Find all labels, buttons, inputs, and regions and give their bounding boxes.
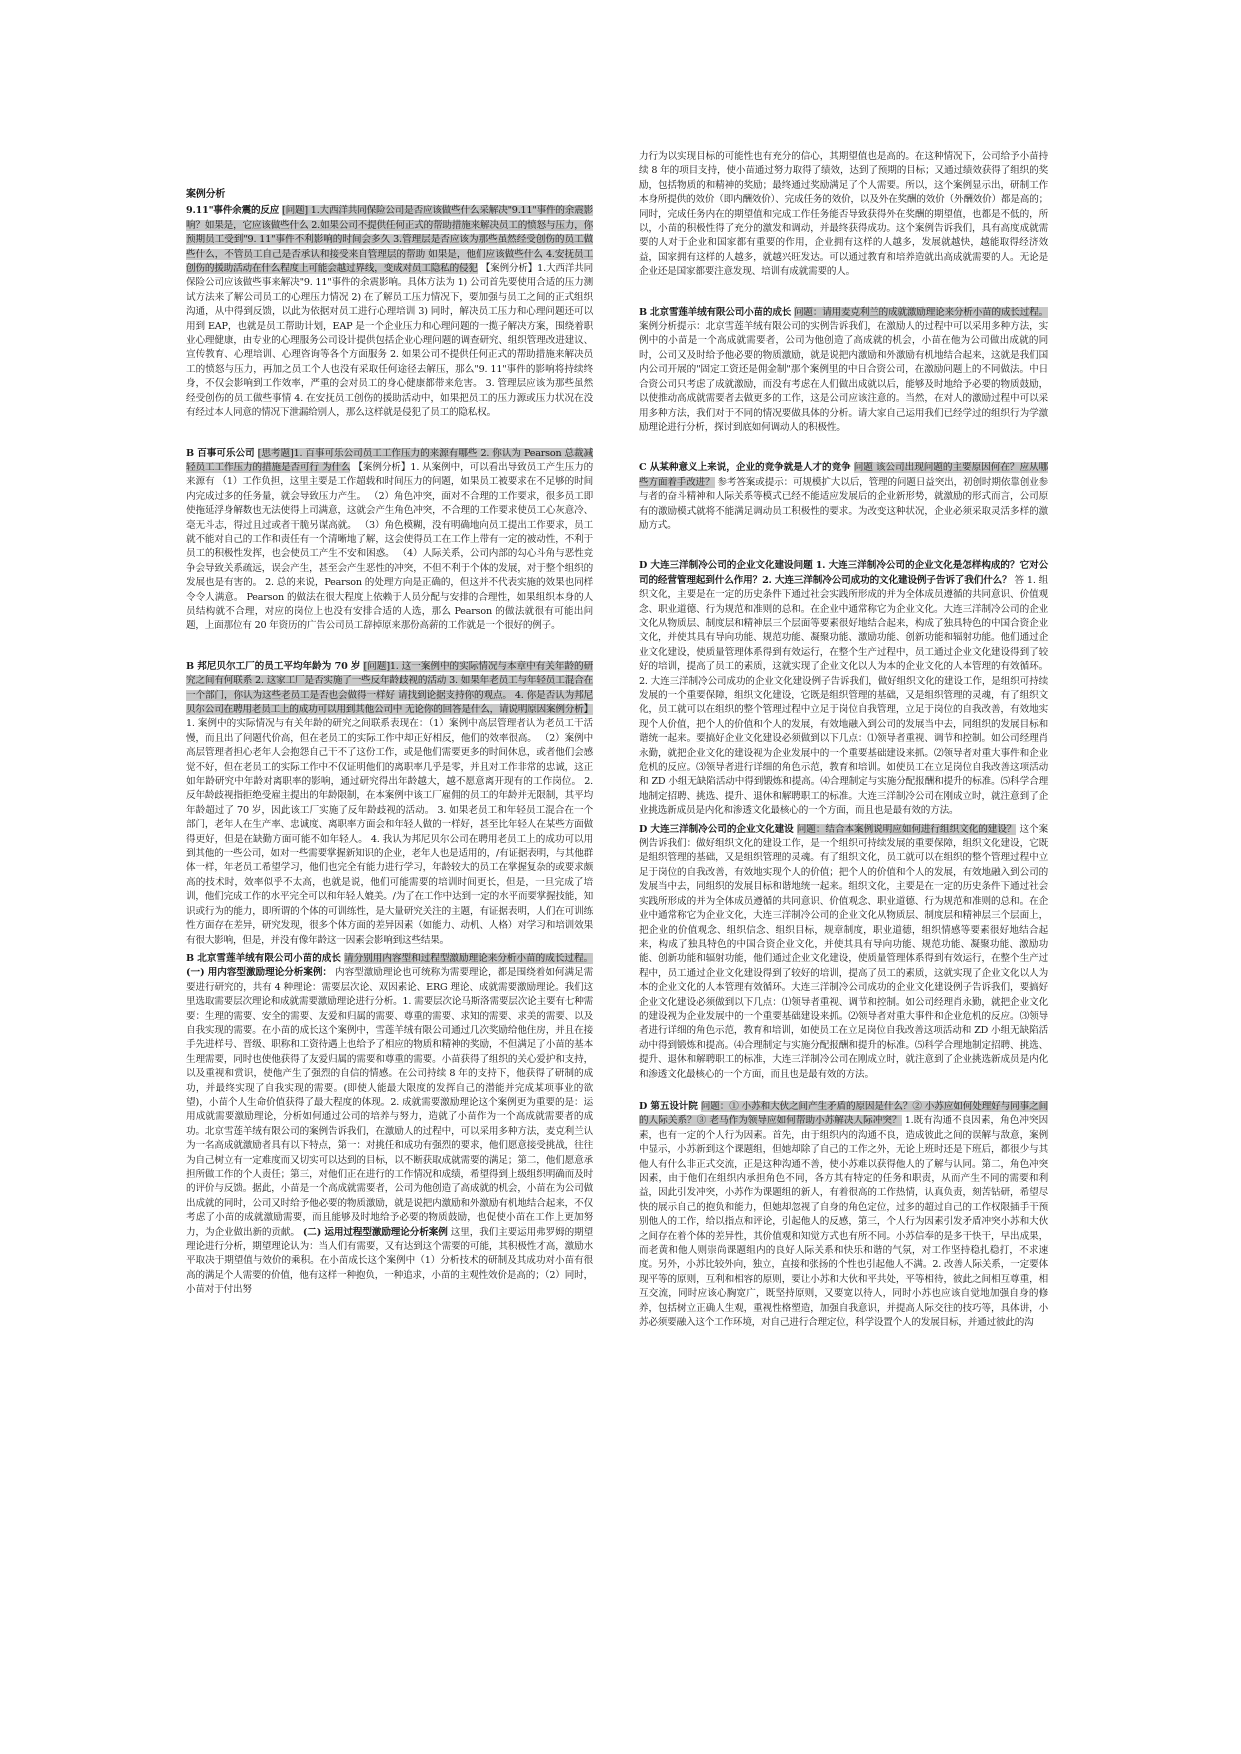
case-answer: 力行为以实现目标的可能性也有充分的信心，其期望值也是高的。在这种情况下，公司给予小苗持续 8 年的项目支持，使小苗通过努力取得了绩效，达到了预期的目标；又通过绩效获得了组织的奖励，包括物质的和精神的奖励；最终通过奖励满足了个人需要。所以，这个案例显示出，研制工作本身所提供的效价（即内酬效价）、完成任务的效价，以及外在奖酬的效价（外酬效价）都是高的；同时，完成任务内在的期望值和完成工作任务能否导致获得外在奖酬的期望值，也都是不低的，所以，小苗的积极性得了充分的激发和调动，并最终获得成功。这个案例告诉我们，具有高度成就需要的人对于企业和国家都有重要的作用，企业拥有这样的人越多，发展就越快，越能取得经济效益，国家拥有这样的人越多，就越兴旺发达。可以通过教育和培养造就出高成就需要的人。无论是企业还是国家都要注意发现、培训有成就需要的人。: [639, 151, 1048, 278]
case-answer: 内容型激励理论也可统称为需要理论，都是围绕着如何满足需要进行研究的，共有 4 种理论：需要层次论、双因素论、ERG 理论、成就需要激励理论。我们这里选取需要层次理论和成就需要激励理论进行分析。1. 需要层次论马斯洛需要层次论主要有七种需要：生理的需要、安全的需要、友爱和归属的需要、尊重的需要、求知的需要、求美的需要、以及自我实现的需要。在小苗的成长这个案例中，雪莲羊绒有限公司通过几次奖励给他住房，并且在接手先进样号、晋级、职称和工资待遇上也给予了相应的物质和精神的奖励，不但满足了小苗的基本生理需要，同时也使他获得了友爱归属的需要和尊重的需要。小苗获得了组织的关心爱护和支持，以及重视和赏识，使他产生了强烈的自信的情感。在公司持续 8 年的支持下，他获得了研制的成功，并最终实现了自我实现的需要。(即使人能最大限度的发挥自己的潜能并完成某项事业的欲望)，小苗个人生命价值获得了最大程度的体现。2. 成就需要激励理论这个案例更为重要的是：运用成就需要激励理论，分析如何通过公司的培养与努力，造就了小苗作为一个高成就需要者的成功。北京雪莲羊绒有限公司的案例告诉我们，在激励人的过程中，可以采用多种方法，麦克利兰认为一名高成就激励者具有以下特点，第一：对挑任和成功有强烈的要求，他们愿意接受挑战，往往为自己树立有一定难度而又切实可以达到的目标，以不断获取成就需要的满足；第二，他们愿意承担所做工作的个人责任；第三，对他们正在进行的工作情况和成绩，希望得到上级组织明确而及时的评价与反馈。据此，小苗是一个高成就需要者，公司为他创造了高成就的机会，小苗在为公司做出成就的同时，公司又时给予他必要的物质激励，就是说把内激励和外激励有机地结合起来，不仅考虑了小苗的成就激励需要，而且能够及时地给予必要的物质鼓励，也促使小苗在工作上更加努力，为企业做出新的贡献。: [186, 967, 593, 1238]
case-answer: 【案例分析】1. 从案例中，可以看出导致员工产生压力的来源有 （1）工作负担，这里主要是工作超载和时间压力的问题，如果员工被要求在不足够的时间内完成过多的任务量，就会导致压力产生。 （2）角色冲突，面对不合理的工作要求，很多员工即使拖延浮身解数也无法使得上司满意，这就会产生角色冲突，不合理的工作要求使员工心灰意冷、毫无斗志，得过且过或者干脆另谋高就。 （3）角色模糊，没有明确地向员工提出工作要求，员工就不能对自己的工作和责任有一个清晰地了解，这会使得员工在工作上带有一定的被动性，不利于员工的积极性发挥，也会使员工产生不安和困惑。 （4）人际关系，公司内部的勾心斗角与恶性竞争会导致关系疏远，误会产生，甚至会产生恶性的冲突，不但不利于个体的发展，对于整个组织的发展也是有害的。 2. 总的来说，Pearson 的处理方向是正确的，但这并不代表实施的效果也同样令令人满意。 Pearson 的做法在很大程度上依赖于人员分配与安排的合理性，如果组织本身的人员结构就不合理，对应的岗位上也没有安排合适的人选，那么 Pearson 的做法就很有可能出问题，上面那位有 20 年资历的广告公司员工辞掉原来那份高薪的工作就是一个很好的例子。: [186, 461, 594, 632]
case-question: 问题：请用麦克利兰的成就激励理论来分析小苗的成长过程。: [794, 306, 1048, 318]
case-title: D 大连三洋制冷公司的企业文化建设: [639, 823, 794, 835]
case-section-bonnie-bell: [186, 660, 593, 948]
case-section-xuelian-1: [186, 952, 593, 1298]
case-title: C 从某种意义上来说，企业的竞争就是人才的竞争: [639, 462, 851, 474]
case-title: D 第五设计院: [639, 1100, 698, 1112]
case-section-911: [186, 204, 593, 420]
case-question: 问题 该公司出现问题的主要原因何在？应从哪些方面着手改进？: [639, 462, 1048, 488]
right-column: [639, 150, 1048, 1330]
case-title: B 邦尼贝尔工厂的员工平均年龄为 70 岁: [186, 660, 361, 672]
case-section-sanyo-2: [639, 823, 1048, 1082]
case-section-sanyo-1: [639, 559, 1048, 818]
case-section-talent: [639, 461, 1048, 533]
case-title: B 北京雪莲羊绒有限公司小苗的成长: [186, 952, 341, 964]
case-answer: 【案例分析】1.大西洋共同保险公司应该做些事来解决"9. 11"事件的余震影响。具体方法为 1) 公司首先要使用合适的压力测试方法来了解公司员工的心理压力情况 2) 在了解员工压力情况下，要加强与员工之间的正式组织沟通，从中得到反馈，以此为依据对员工进行心理培训 3) 同时，解决员工压力和心理问题还可以用到 EAP，也就是员工帮助计划，EAP 是一个企业压力和心理问题的一揽子解决方案，围绕着职业心理健康，由专业的心理服务公司设计提供包括企业心理问题的调查研究、组织管理改进建议、宣传教育、心理培训、心理咨询等各个方面服务 2. 如果公司不提供任何正式的帮助措施来解决员工的愤怒与压力，再加之员工个人也没有采取任何途径去解压，那么"9. 11"事件的影响将持续终身，不仅会影响到工作效率，严重的会对员工的身心健康都带来危害。 3. 管理层应该为那些虽然经受创伤的员工做些事情 4. 在安抚员工创伤的援助活动中，如果把员工的压力源或压力状况在没有经过本人同意的情况下泄漏给别人，那么这样就是侵犯了员工的隐私权。: [186, 263, 593, 419]
case-continuation: [639, 150, 1048, 280]
case-question: [思考题]1. 百事可乐公司员工工作压力的来源有哪些 2. 你认为 Pearson 总裁减轻员工工作压力的措施是否可行 为什么: [186, 447, 593, 473]
case-subheading: (一) 用内容型激励理论分析案例：: [186, 967, 332, 979]
case-subheading: (二) 运用过程型激励理论分析案例: [302, 1226, 448, 1238]
case-title: B 北京雪莲羊绒有限公司小苗的成长: [639, 306, 792, 318]
case-section-xuelian-2: [639, 306, 1048, 436]
page-title: 案例分析: [186, 189, 226, 200]
case-question: [问题]1. 这一案例中的实际情况与本章中有关年龄的研究之间有何联系 2. 这家工厂是否实施了一些反年龄歧视的活动 3. 如果年老员工与年轻员工混合在一个部门，你认为这些老员工是否也会做得一样好 请找到论据支持你的观点。 4. 你是否认为邦尼贝尔公司在聘用老员工上的成功可以用到其他公司中 无论你的回答是什么，请说明原因案例分析】: [186, 660, 593, 715]
case-answer: 1. 案例中的实际情况与有关年龄的研究之间联系表现在：（1）案例中高层管理者认为老员工干活慢，而且出了问题代价高，但在老员工的实际工作中却正好相反，他们的效率很高。 （2）案例中高层管理者担心老年人会抱怨自己干不了这份工作，或是他们需要更多的时间休息，或者他们会感觉不好，但在老员工的实际工作中不仅证明他们的离职率几乎是零，并且对工作非常的忠诚，这正如年龄研究中年龄对离职率的影响，通过研究得出年龄越大，越不愿意离开现有的工作岗位。 2. 反年龄歧视指拒绝受雇主提出的年龄限制，在本案例中该工厂雇佣的员工的年龄并无限制，其平均年龄超过了 70 岁，因此该工厂实施了反年龄歧视的活动。 3. 如果老员工和年轻员工混合在一个部门，老年人在生产率、忠诚度、离职率方面会和年轻人做的一样好，甚至比年轻人在某些方面做得更好，但是在缺勤方面可能不如年轻人。 4. 我认为邦尼贝尔公司在聘用老员工上的成功可以用到其他的一些公司，如对一些需要掌握新知识的企业，老年人也是适用的，/有证据表明，与其他群体一样，年老员工希望学习，他们也完全有能力进行学习，年龄较大的员工在掌握复杂的或要求颇高的技术时，效率似乎不太高，也就是说，他们可能需要的培训时间更长，但是，一旦完成了培训，他们完成工作的水平完全可以和年轻人媲美。/为了在工作中达到一定的水平而要掌握技能，知识或行为的能力，即所谓的个体的可训练性，是大量研究关注的主题，有证据表明，人们在可训练性方面存在差异，研究发现，很多个体方面的差异因素（如能力、动机、人格）对学习和培训效果有很大影响，但是，并没有像年龄这一因素会影响到这些结果。: [186, 718, 593, 946]
left-column: [186, 188, 593, 1298]
case-answer: 这个案例告诉我们：做好组织文化的建设工作，是一个组织可持续发展的重要保障，组织文化建设，它既是组织管理的基础，又是组织管理的灵魂。有了组织文化，员工就可以在组织的整个管理过程中立足于岗位的自我改善，有效地实现个人的价值；把个人的价值和个人的发展，有效地融入到公司的发展当中去，同组织的发展目标和谐地统一起来。组织文化，主要是在一定的历史条件下通过社会实践所形成的并为全体成员遵循的共同意识、价值观念、职业道德、行为规范和准则的总和。在企业中通常称它为企业文化，大连三洋制冷公司的企业文化从物质层、制度层和精神层三个层面上，把企业的价值观念、组织信念、组织目标，规章制度，职业道德，组织情感等要素很好地结合起来，构成了独具特色的中国合资企业文化，并使其具有导向功能、规范功能、凝聚功能、激励功能、创新功能和辐射功能，他们通过企业文化建设，使质量管理体系得到有效运行，在整个生产过程中，员工通过企业文化建设得到了较好的培训，提高了员工的素质，这就实现了企业文化以人为本的企业文化的人本管理有效循环。大连三洋制冷公司成功的企业文化建设例子告诉我们，要搞好企业文化建设必须做到以下几点：⑴领导者重视、调节和控制。如公司经理肖永勤，就把企业文化的建设视为企业发展中的一个重要基础建设来抓。⑵领导者对重大事件和企业危机的反应。⑶领导者进行详细的角色示范，教育和培训，如使员工在立足岗位自我改善这项活动和 ZD 小组无缺陷活动中得到锻炼和提高。⑷合理制定与实施分配报酬和提升的标准。⑸科学合理地制定招聘、挑选、提升、退休和解聘职工的标准，大连三洋制冷公司在刚成立时，就注意到了企业挑选新成员是内化和渗透文化最核心的一个方面，而且也是最有效的方法。: [639, 823, 1048, 1080]
case-question: [问题] 1.大西洋共同保险公司是否应该做些什么采解决"9.11"事件的余震影响？如果是，它应该做些什么 2.如果公司不提供任何正式的帮助措施来解决员工的愤怒与压力，你预期员工受到"9. 11"事件不利影响的时间会多久 3.管理层是否应该为那些虽然经受创伤的员工做些什么，不管员工自己是否承认和接受来自管理层的帮助 如果是，他们应该做些什么 4.安抚员工创伤的援助活动在什么程度上可能会越过界线，变成对员工隐私的侵犯: [186, 205, 593, 275]
case-question: 问题：① 小苏和大伙之间产生矛盾的原因是什么？② 小苏应如何处理好与同事之间的人际关系？③ 老马作为领导应如何帮助小苏解决人际冲突？: [639, 1100, 1048, 1127]
case-question: 1. 大连三洋制冷公司的企业文化是怎样构成的？它对公司的经营管理起到什么作用？2. 大连三洋制冷公司成功的文化建设例子告诉了我们什么？: [639, 560, 1049, 586]
case-question: 问题：结合本案例说明应如何进行组织文化的建设？: [796, 823, 1017, 835]
case-answer: 这里，我们主要运用弗罗姆的期望理论进行分析，期望理论认为：当人们有需要，又有达到这个需要的可能，其积极性才高，激励水平取决于期望值与效价的乘积。在小苗成长这个案例中（1）分析技术的研制及其成功对小苗有很高的满足个人需要的价值，他有这样一种抱负，一种追求，小苗的主观性效价是高的；（2）同时，小苗对于付出努: [186, 1226, 593, 1296]
case-title: B 百事可乐公司: [186, 447, 255, 459]
case-answer: 1.既有沟通不良因素，角色冲突因素，也有一定的个人行为因素。首先，由于组织内的沟通不良，造成彼此之间的误解与敌意，案例中显示，小苏新到这个课题组，但她却除了自己的工作之外，无论上班时还是下班后，都很少与其他人有什么非正式交流，正是这种沟通不善，使小苏难以获得他人的了解与认同。第二，角色冲突因素，由于他们在组织内承担角色不同，各方其有特定的任务和职责，从而产生不同的需要和利益，因此引发冲突，小苏作为课题组的新人，有着很高的工作热情，认真负责，刻苦钻研，希望尽快的展示自己的抱负和能力，但她却忽视了自身的角色定位，过多的超过自己的工作权限插手干预别他人的工作，给以指点和评论，引起他人的反感，第三，个人行为因素引发矛盾冲突小苏和大伙之间存在着个体的差异性，其价值观和知觉方式也有所不同。小苏信奉的是多干快干，早出成果，而老黄和他人则崇尚课题组内的良好人际关系和快乐和谐的气氛，对工作坚持稳扎稳打，不求速度。另外，小苏比较外向，独立，直接和张扬的个性也引起他人不满。2. 改善人际关系，一定要体现平等的原则，互利和相容的原则，要让小苏和大伙和平共处，平等相待，彼此之间相互尊重，相互交流，同时应该心胸宽广，既坚持原则，又要宽以待人，同时小苏也应该自觉地加强自身的修养，包括树立正确人生观，重视性格塑造，加强自我意识，并提高人际交往的技巧等，具体讲，小苏必须要融入这个工作环境，对自己进行合理定位，科学设置个人的发展目标，并通过彼此的沟: [639, 1115, 1049, 1329]
case-title: D 大连三洋制冷公司的企业文化建设问题: [639, 560, 813, 572]
case-answer: 参考答案或提示：可规模扩大以后，管理的问题日益突出，初创时期依靠创业参与者的奋斗精神和人际关系等模式已经不能适应发展后的企业新形势，就激励的形式而言，公司原有的激励模式就将不能满足调动员工积极性的要求。为改变这种状况，企业必须采取灵活多样的激励方式。: [639, 476, 1048, 531]
case-section-design-institute: [639, 1100, 1048, 1331]
case-answer: 答 1. 组织文化，主要是在一定的历史条件下通过社会实践所形成的并为全体成员遵循的共同意识、价值观念、职业道德、行为规范和准则的总和。在企业中通常称它为企业文化。大连三洋制冷公司的企业文化从物质层、制度层和精神层三个层面等要素很好地结合起来，构成了独具特色的中国合资企业文化，并使其具有导向功能、规范功能、凝聚功能、激励功能、创新功能和辐射功能。他们通过企业文化建设，使质量管理体系得到有效运行，在整个生产过程中，员工通过企业文化建设得到了较好的培训，提高了员工的素质，这就实现了企业文化以人为本的企业文化的人本管理的有效循环。2. 大连三洋制冷公司成功的企业文化建设例子告诉我们，做好组织文化的建设工作，是组织可持续发展的一个重要保障，组织文化建设，它既是组织管理的基础，又是组织管理的灵魂，有了组织文化，员工就可以在组织的整个管理过程中立足于岗位自我管理，立足于岗位的自我改善，有效地实现个人价值，把个人的价值和个人的发展，有效地融入到公司的发展当中去，同组织的发展目标和谐统一起来。要搞好企业文化建设必须做到以下几点：⑴领导者重视、调节和控制。如公司经理肖永勤，就把企业文化的建设视为企业发展中的一个重要基础建设来抓。⑵领导者对重大事件和企业危机的反应。⑶领导者进行详细的角色示范，教育和培训。如使员工在立足岗位自我改善这项活动和 ZD 小组无缺陷活动中得到锻炼和提高。⑷合理制定与实施分配报酬和提升的标准。⑸科学合理地制定招聘、挑选、提升、退休和解聘职工的标准。大连三洋制冷公司在刚成立时，就注意到了企业挑选新成员是内化和渗透文化最核心的一个方面，而且也是最有效的方法。: [639, 574, 1048, 817]
case-question: 请分别用内容型和过程型激励理论来分析小苗的成长过程。: [344, 952, 593, 964]
case-answer: 案例分析提示：北京雪莲羊绒有限公司的实例告诉我们，在激励人的过程中可以采用多种方法，实例中的小苗是一个高成就需要者，公司为他创造了高成就的机会，小苗在他为公司做出成就的同时，公司又及时给予他必要的物质激励，就是说把内激励和外激励有机地结合起来，这就是我们国内公司开展的"固定工资还是佣金制"那个案例里的中日合资公司，在激励问题上的不同做法。中日合资公司只考虑了成就激励，而没有考虑在人们做出成就以后，能够及时地给予必要的物质鼓励，以使推动高成就需要者去做更多的工作，这是公司应该注意的。当然，在对人的激励过程中可以采用多种方法，我们对于不同的情况要做具体的分析。请大家自己运用我们已经学过的组织行为学激励理论进行分析，探讨到底如何调动人的积极性。: [639, 321, 1048, 433]
case-title: 9.11"事件余震的反应: [186, 205, 280, 217]
case-section-pepsi: [186, 447, 593, 634]
